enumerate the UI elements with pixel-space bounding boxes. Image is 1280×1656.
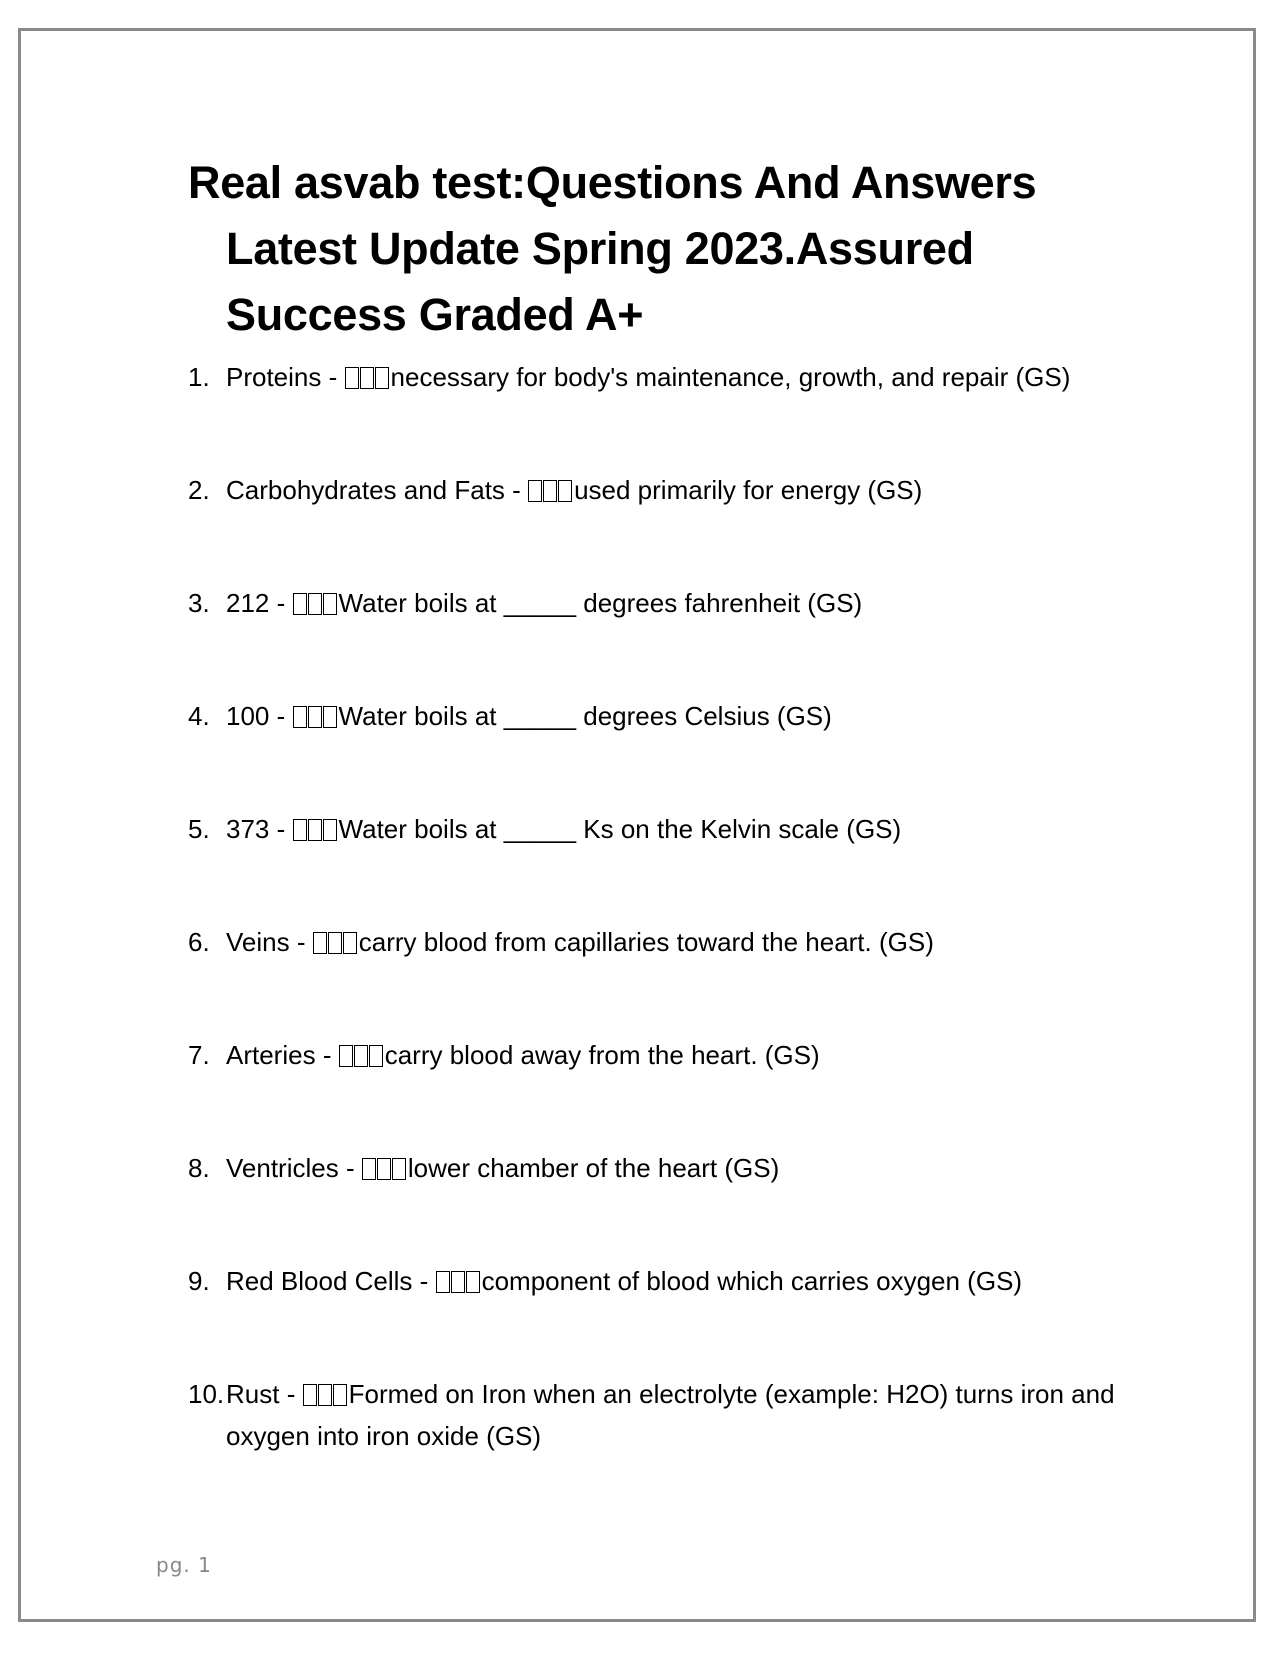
item-number: 1. (188, 362, 210, 392)
list-item (188, 1375, 1138, 1456)
item-term: Veins (226, 927, 290, 957)
item-definition: Formed on Iron when an electrolyte (example: H2O) turns iron and oxygen into iron oxide (GS) (226, 1379, 1115, 1451)
item-separator: - (419, 1266, 429, 1296)
item-definition: used primarily for energy (GS) (574, 475, 923, 505)
item-definition: Water boils at _____ Ks on the Kelvin scale (GS) (338, 814, 902, 844)
item-separator: - (296, 927, 306, 957)
missing-glyph-icon (436, 1265, 481, 1304)
item-definition: Water boils at _____ degrees fahrenheit (GS) (338, 588, 863, 618)
list-item (188, 923, 1138, 965)
list-item (188, 1262, 1138, 1304)
missing-glyph-icon (362, 1152, 407, 1191)
document-title: Real asvab test:Questions And Answers Latest Update Spring 2023.Assured Success Graded A+ (188, 157, 1037, 340)
item-term: Proteins (226, 362, 322, 392)
item-number: 3. (188, 588, 210, 618)
item-number: 4. (188, 701, 210, 731)
list-item (188, 471, 1138, 513)
item-term: Rust (226, 1379, 280, 1409)
item-term: 373 (226, 814, 270, 844)
missing-glyph-icon (293, 587, 338, 626)
missing-glyph-icon (528, 474, 573, 513)
list-item (188, 358, 1138, 400)
list-item (188, 1036, 1138, 1078)
item-separator: - (286, 1379, 296, 1409)
list-item (188, 697, 1138, 739)
item-number: 7. (188, 1040, 210, 1070)
list-item (188, 584, 1138, 626)
missing-glyph-icon (345, 361, 390, 400)
item-definition: carry blood away from the heart. (GS) (384, 1040, 820, 1070)
item-definition: lower chamber of the heart (GS) (407, 1153, 780, 1183)
missing-glyph-icon (303, 1378, 348, 1417)
list-item (188, 1149, 1138, 1191)
item-number: 10. (188, 1379, 225, 1409)
item-term: Carbohydrates and Fats (226, 475, 505, 505)
item-term: 100 (226, 701, 270, 731)
item-definition: Water boils at _____ degrees Celsius (GS) (338, 701, 832, 731)
missing-glyph-icon (293, 700, 338, 739)
page-number: pg. 1 (156, 1553, 212, 1577)
item-separator: - (512, 475, 521, 505)
item-separator: - (276, 588, 286, 618)
item-term: 212 (226, 588, 270, 618)
missing-glyph-icon (339, 1039, 384, 1078)
item-term: Arteries (226, 1040, 316, 1070)
list-item (188, 810, 1138, 852)
item-number: 6. (188, 927, 210, 957)
item-definition: component of blood which carries oxygen (GS) (481, 1266, 1023, 1296)
item-separator: - (276, 701, 286, 731)
item-definition: necessary for body's maintenance, growth, and repair (GS) (390, 362, 1071, 392)
item-separator: - (322, 1040, 332, 1070)
item-separator: - (328, 362, 338, 392)
item-separator: - (276, 814, 286, 844)
missing-glyph-icon (293, 813, 338, 852)
qa-list (188, 358, 1138, 1456)
item-definition: carry blood from capillaries toward the heart. (GS) (358, 927, 934, 957)
item-term: Red Blood Cells (226, 1266, 413, 1296)
item-number: 9. (188, 1266, 210, 1296)
missing-glyph-icon (313, 926, 358, 965)
item-number: 5. (188, 814, 210, 844)
document-body (188, 150, 1138, 1456)
item-number: 2. (188, 475, 210, 505)
item-term: Ventricles (226, 1153, 339, 1183)
item-number: 8. (188, 1153, 210, 1183)
item-separator: - (345, 1153, 355, 1183)
